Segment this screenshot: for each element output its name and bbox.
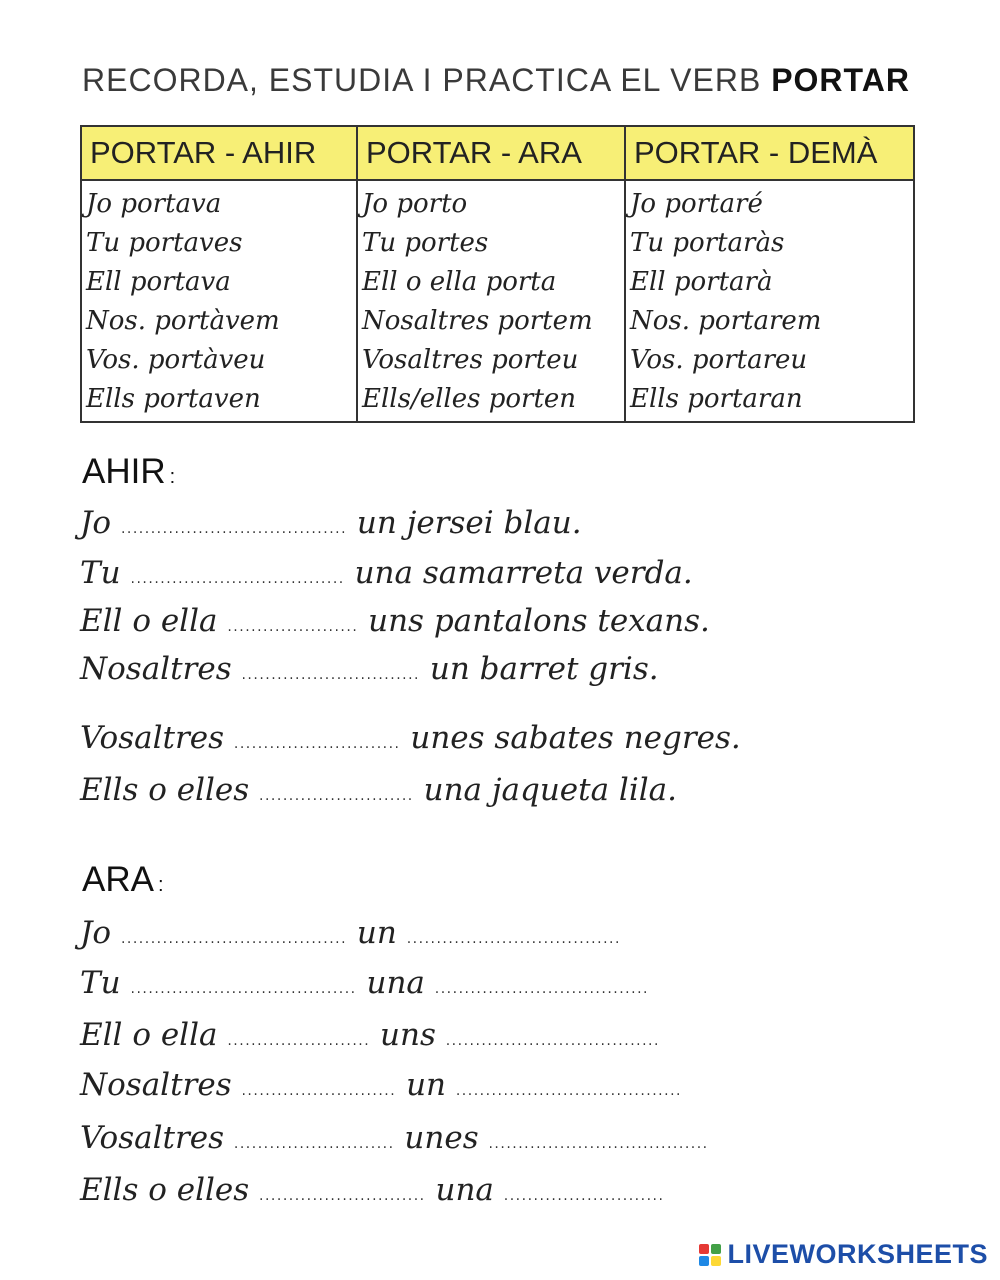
table-cell: Tu portaràs bbox=[630, 228, 785, 258]
ara-exercise-line bbox=[80, 1120, 709, 1156]
answer-blank[interactable]: ............................ bbox=[233, 736, 401, 752]
answer-blank-object[interactable]: ..................................... bbox=[488, 1136, 709, 1152]
table-cell: Ells portaven bbox=[86, 384, 261, 414]
ara-exercise-line bbox=[80, 1067, 682, 1103]
exercise-article: un bbox=[406, 1067, 446, 1103]
exercise-article: una bbox=[366, 965, 425, 1001]
conjugation-table bbox=[80, 125, 915, 423]
table-cell: Ell o ella porta bbox=[362, 267, 557, 297]
title-verb: PORTAR bbox=[771, 62, 910, 98]
table-cell: Nos. portarem bbox=[630, 306, 822, 336]
logo-square-blue bbox=[699, 1256, 709, 1266]
liveworksheets-logo[interactable] bbox=[699, 1239, 988, 1270]
ara-exercise-line bbox=[80, 915, 621, 951]
answer-blank[interactable]: ...................................... bbox=[120, 521, 348, 537]
header-ara: PORTAR - ARA bbox=[357, 126, 625, 180]
answer-blank-object[interactable]: ...................................... bbox=[455, 1083, 682, 1099]
logo-text: LIVEWORKSHEETS bbox=[727, 1239, 988, 1269]
logo-square-yellow bbox=[711, 1256, 721, 1266]
answer-blank-verb[interactable]: ............................ bbox=[259, 1188, 426, 1204]
exercise-complement: una jaqueta lila. bbox=[423, 772, 677, 808]
answer-blank-object[interactable]: .................................... bbox=[445, 1033, 660, 1049]
exercise-subject: Ell o ella bbox=[80, 603, 218, 639]
exercise-complement: unes sabates negres. bbox=[410, 720, 741, 756]
table-body-row bbox=[81, 180, 914, 422]
exercise-complement: un jersei blau. bbox=[356, 505, 582, 541]
ahir-section-title bbox=[82, 452, 175, 492]
table-cell: Nosaltres portem bbox=[362, 306, 593, 336]
ahir-exercise-line bbox=[80, 720, 741, 756]
table-cell: Ell portava bbox=[86, 267, 231, 297]
answer-blank[interactable]: ...................... bbox=[227, 619, 359, 635]
ahir-exercise-line bbox=[80, 651, 659, 687]
exercise-complement: un barret gris. bbox=[429, 651, 659, 687]
exercise-subject: Ells o elles bbox=[80, 772, 250, 808]
table-cell: Jo portaré bbox=[630, 189, 763, 219]
exercise-subject: Jo bbox=[80, 505, 112, 541]
column-ahir bbox=[81, 180, 357, 422]
exercise-subject: Nosaltres bbox=[80, 651, 232, 687]
exercise-subject: Tu bbox=[80, 555, 121, 591]
exercise-article: uns bbox=[380, 1017, 436, 1053]
table-cell: Ells portaran bbox=[630, 384, 803, 414]
table-cell: Vos. portàveu bbox=[86, 345, 266, 375]
ara-exercise-line bbox=[80, 965, 649, 1001]
ahir-exercise-line bbox=[80, 505, 582, 541]
logo-square-red bbox=[699, 1244, 709, 1254]
answer-blank[interactable]: .......................... bbox=[259, 788, 414, 804]
exercise-subject: Jo bbox=[80, 915, 112, 951]
exercise-complement: una samarreta verda. bbox=[354, 555, 693, 591]
exercise-subject: Tu bbox=[80, 965, 121, 1001]
column-dema bbox=[625, 180, 914, 422]
exercise-article: una bbox=[435, 1172, 494, 1208]
answer-blank-object[interactable]: .................................... bbox=[406, 931, 621, 947]
table-cell: Ell portarà bbox=[630, 267, 773, 297]
ara-section-title bbox=[82, 860, 164, 900]
exercise-subject: Vosaltres bbox=[80, 1120, 225, 1156]
ahir-title-colon: : bbox=[169, 466, 176, 488]
exercise-subject: Ells o elles bbox=[80, 1172, 250, 1208]
logo-square-green bbox=[711, 1244, 721, 1254]
exercise-subject: Vosaltres bbox=[80, 720, 225, 756]
liveworksheets-logo-icon bbox=[699, 1244, 721, 1266]
exercise-subject: Ell o ella bbox=[80, 1017, 218, 1053]
ara-exercise-line bbox=[80, 1017, 660, 1053]
table-cell: Vos. portareu bbox=[630, 345, 808, 375]
ara-title-text: ARA bbox=[82, 860, 154, 899]
ahir-title-text: AHIR bbox=[82, 452, 166, 491]
exercise-article: unes bbox=[404, 1120, 479, 1156]
table-cell: Tu portes bbox=[362, 228, 489, 258]
ara-exercise-line bbox=[80, 1172, 664, 1208]
answer-blank[interactable]: .................................... bbox=[130, 571, 345, 587]
table-header-row bbox=[81, 126, 914, 180]
exercise-subject: Nosaltres bbox=[80, 1067, 232, 1103]
page-title bbox=[82, 62, 910, 99]
table-cell: Tu portaves bbox=[86, 228, 243, 258]
exercise-article: un bbox=[356, 915, 397, 951]
table-cell: Vosaltres porteu bbox=[362, 345, 579, 375]
table-cell: Jo porto bbox=[362, 189, 468, 219]
exercise-complement: uns pantalons texans. bbox=[368, 603, 710, 639]
answer-blank-object[interactable]: ........................... bbox=[503, 1188, 665, 1204]
ara-title-colon: : bbox=[157, 874, 164, 896]
answer-blank-verb[interactable]: ........................... bbox=[233, 1136, 395, 1152]
answer-blank-object[interactable]: .................................... bbox=[434, 981, 649, 997]
table-cell: Nos. portàvem bbox=[86, 306, 280, 336]
header-ahir: PORTAR - AHIR bbox=[81, 126, 357, 180]
ahir-exercise-line bbox=[80, 603, 710, 639]
ahir-exercise-line bbox=[80, 555, 693, 591]
answer-blank-verb[interactable]: .......................... bbox=[241, 1083, 397, 1099]
table-cell: Jo portava bbox=[86, 189, 222, 219]
column-ara bbox=[357, 180, 625, 422]
answer-blank-verb[interactable]: ........................ bbox=[227, 1033, 371, 1049]
ahir-exercise-line bbox=[80, 772, 677, 808]
answer-blank-verb[interactable]: ...................................... bbox=[130, 981, 357, 997]
answer-blank[interactable]: .............................. bbox=[241, 667, 420, 683]
header-dema: PORTAR - DEMÀ bbox=[625, 126, 914, 180]
table-cell: Ells/elles porten bbox=[362, 384, 577, 414]
title-prefix: RECORDA, ESTUDIA I PRACTICA EL VERB bbox=[82, 62, 772, 98]
answer-blank-verb[interactable]: ...................................... bbox=[120, 931, 348, 947]
